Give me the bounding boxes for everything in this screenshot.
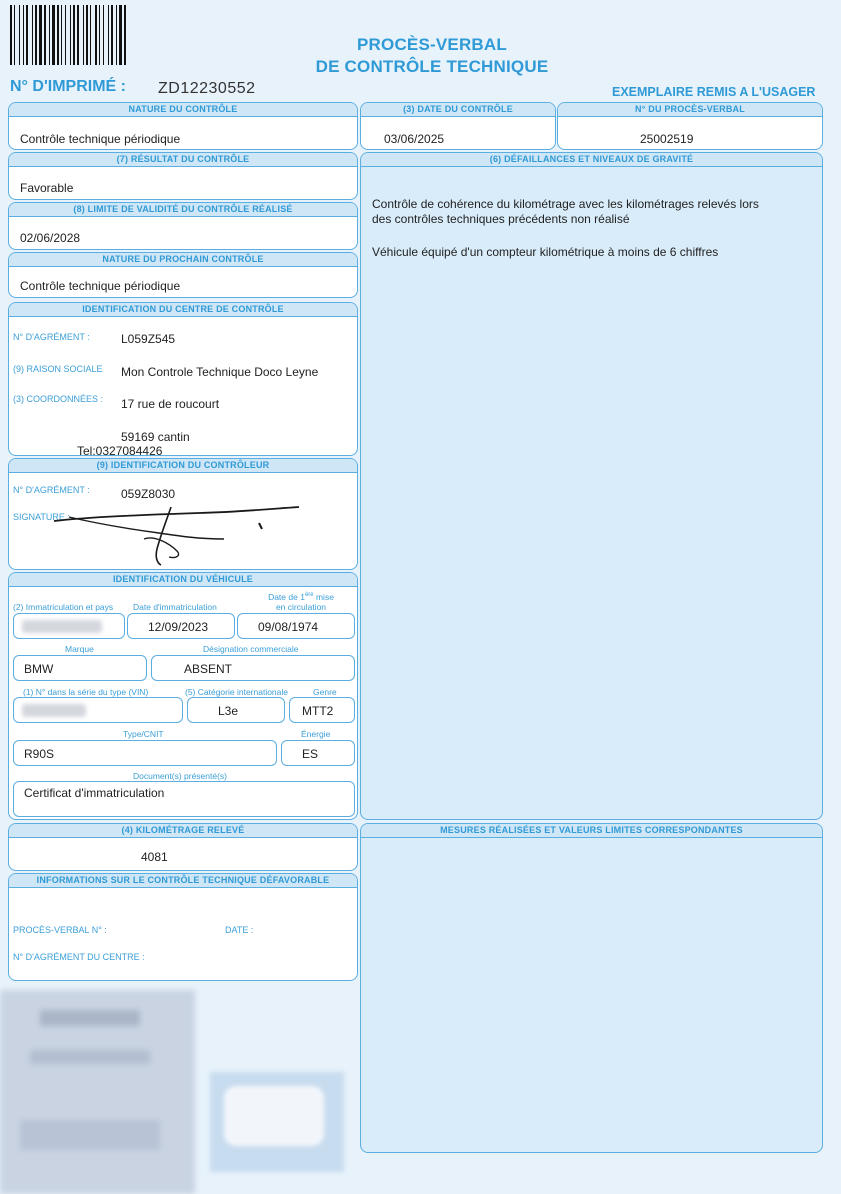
num-pv-box: [557, 102, 823, 150]
title-line-1: PROCÈS-VERBAL: [357, 35, 507, 54]
centre-address-line2: 59169 cantin: [121, 430, 190, 444]
defavorable-agrement-label: N° D'AGRÉMENT DU CENTRE :: [13, 952, 145, 962]
designation-label: Désignation commerciale: [203, 644, 299, 654]
centre-agrement-value: L059Z545: [121, 332, 176, 346]
resultat-header: (7) RÉSULTAT DU CONTRÔLE: [9, 153, 357, 167]
date-immatriculation-field: [127, 613, 235, 639]
date-mise-label-part-c: en circulation: [275, 601, 327, 612]
barcode-image: [10, 5, 165, 65]
energie-value: ES: [302, 747, 319, 761]
centre-tel: Tel:0327084426: [77, 444, 163, 458]
genre-field: [289, 697, 355, 723]
defaillances-box: [360, 152, 823, 820]
nature-controle-value: Contrôle technique périodique: [20, 132, 181, 146]
redacted-area-left: [0, 990, 195, 1194]
date-immatriculation-label: Date d'immatriculation: [133, 602, 217, 612]
defaillance-line-2: des contrôles techniques précédents non réalisé: [372, 212, 630, 226]
genre-label: Genre: [313, 687, 337, 697]
limite-value: 02/06/2028: [20, 231, 81, 245]
num-pv-value: 25002519: [640, 132, 694, 146]
designation-field: [151, 655, 355, 681]
prochain-header: NATURE DU PROCHAIN CONTRÔLE: [9, 253, 357, 267]
documents-value: Certificat d'immatriculation: [24, 786, 165, 800]
type-cnit-label: Type/CNIT: [123, 729, 164, 739]
coordonnees-label: (3) COORDONNÉES :: [13, 394, 104, 404]
title-line-2: DE CONTRÔLE TECHNIQUE: [315, 57, 549, 76]
marque-label: Marque: [65, 644, 94, 654]
date-immatriculation-value: 12/09/2023: [148, 620, 209, 634]
categorie-value: L3e: [218, 704, 239, 718]
defavorable-box: [8, 873, 358, 981]
mesures-header: MESURES RÉALISÉES ET VALEURS LIMITES CORRESPONDANTES: [361, 824, 822, 838]
document-title: [272, 34, 592, 78]
marque-field: [13, 655, 147, 681]
marque-value: BMW: [24, 662, 54, 676]
defaillances-header: (6) DÉFAILLANCES ET NIVEAUX DE GRAVITÉ: [361, 153, 822, 167]
resultat-box: [8, 152, 358, 200]
raison-sociale-label: (9) RAISON SOCIALE: [13, 364, 103, 374]
vin-label: (1) N° dans la série du type (VIN): [23, 687, 149, 697]
controleur-header: (9) IDENTIFICATION DU CONTRÔLEUR: [9, 459, 357, 473]
date-mise-circulation-value: 09/08/1974: [258, 620, 319, 634]
signature-label: SIGNATURE :: [13, 512, 70, 522]
prochain-box: [8, 252, 358, 298]
nature-controle-header: NATURE DU CONTRÔLE: [9, 103, 357, 117]
date-mise-label-part-b: mise: [313, 591, 334, 602]
kilometrage-value: 4081: [141, 850, 168, 864]
kilometrage-box: [8, 823, 358, 871]
prochain-value: Contrôle technique périodique: [20, 279, 181, 293]
redacted-area-stamp: [210, 1072, 344, 1172]
nature-controle-box: [8, 102, 358, 150]
type-cnit-value: R90S: [24, 747, 55, 761]
resultat-value: Favorable: [20, 181, 74, 195]
defaillance-line-3: Véhicule équipé d'un compteur kilométrique à moins de 6 chiffres: [372, 245, 719, 259]
date-mise-circulation-field: [237, 613, 355, 639]
defavorable-header: INFORMATIONS SUR LE CONTRÔLE TECHNIQUE DÉFAVORABLE: [9, 874, 357, 888]
date-mise-circulation-label: [245, 590, 357, 612]
energie-label: Énergie: [301, 729, 331, 739]
energie-field: [281, 740, 355, 766]
date-controle-header: (3) DATE DU CONTRÔLE: [361, 103, 555, 117]
genre-value: MTT2: [302, 704, 334, 718]
controleur-box: [8, 458, 358, 570]
vin-field: [13, 697, 183, 723]
defavorable-pv-label: PROCÈS-VERBAL N° :: [13, 925, 107, 935]
centre-address-line1: 17 rue de roucourt: [121, 397, 220, 411]
date-controle-value: 03/06/2025: [384, 132, 445, 146]
controleur-agrement-value: 059Z8030: [121, 487, 176, 501]
categorie-field: [187, 697, 285, 723]
date-mise-label-part-a: Date de 1: [268, 591, 305, 602]
exemplaire-label: EXEMPLAIRE REMIS A L'USAGER: [612, 85, 816, 99]
categorie-label: (5) Catégorie internationale: [185, 687, 289, 697]
centre-box: [8, 302, 358, 456]
documents-field: [13, 781, 355, 817]
num-pv-header: N° DU PROCÈS-VERBAL: [558, 103, 822, 117]
immatriculation-label: (2) Immatriculation et pays: [13, 602, 114, 612]
raison-sociale-value: Mon Controle Technique Doco Leyne: [121, 365, 319, 379]
limite-box: [8, 202, 358, 250]
mesures-box: [360, 823, 823, 1153]
immatriculation-field: [13, 613, 125, 639]
redacted-vin: [22, 704, 86, 717]
centre-header: IDENTIFICATION DU CENTRE DE CONTRÔLE: [9, 303, 357, 317]
defavorable-date-label: DATE :: [225, 925, 254, 935]
num-imprime-label: N° D'IMPRIMÉ :: [10, 78, 126, 95]
kilometrage-header: (4) KILOMÉTRAGE RELEVÉ: [9, 824, 357, 838]
centre-agrement-label: N° D'AGRÉMENT :: [13, 332, 90, 342]
date-mise-label-sup: ère: [304, 592, 314, 598]
vehicule-box: [8, 572, 358, 820]
date-controle-box: [360, 102, 556, 150]
num-imprime-value: ZD12230552: [158, 80, 256, 97]
designation-value: ABSENT: [184, 662, 233, 676]
vehicule-header: IDENTIFICATION DU VÉHICULE: [9, 573, 357, 587]
documents-label: Document(s) présenté(s): [133, 771, 228, 781]
signature-image: [49, 499, 309, 569]
limite-header: (8) LIMITE DE VALIDITÉ DU CONTRÔLE RÉALISÉ: [9, 203, 357, 217]
defaillance-line-1: Contrôle de cohérence du kilométrage avec les kilométrages relevés lors: [372, 197, 759, 211]
type-cnit-field: [13, 740, 277, 766]
redacted-immatriculation: [22, 620, 102, 633]
controleur-agrement-label: N° D'AGRÉMENT :: [13, 485, 90, 495]
